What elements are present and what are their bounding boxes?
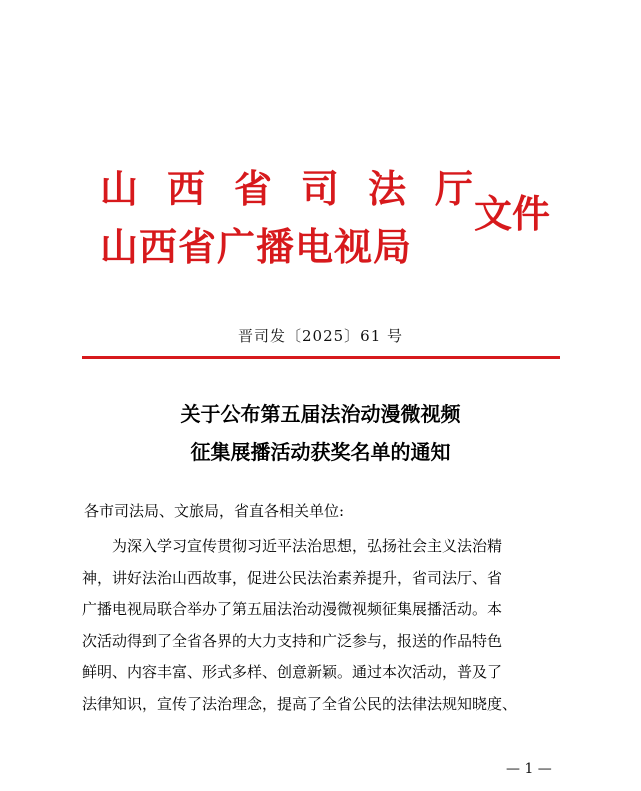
notice-title-line-1: 关于公布第五届法治动漫微视频 — [180, 402, 461, 426]
body-line: 神，讲好法治山西故事，促进公民法治素养提升，省司法厅、省 — [82, 568, 503, 587]
issuer-name-justice-department: 山西省司法厅 — [100, 166, 503, 211]
page-number: — 1 — — [506, 761, 552, 777]
issuer-name-radio-tv-bureau: 山西省广播电视局 — [100, 224, 413, 269]
body-line: 次活动得到了全省各界的大力支持和广泛参与，报送的作品特色 — [82, 631, 503, 650]
red-divider-rule — [82, 356, 560, 359]
body-line: 为深入学习宣传贯彻习近平法治思想，弘扬社会主义法治精 — [112, 537, 503, 555]
notice-title-line-2: 征集展播活动获奖名单的通知 — [190, 440, 451, 464]
body-line: 广播电视局联合举办了第五届法治动漫微视频征集展播活动。本 — [82, 600, 503, 618]
salutation: 各市司法局、文旅局，省直各相关单位: — [84, 502, 345, 520]
document-number: 晋司发〔2025〕61 号 — [237, 327, 404, 345]
body-line: 法律知识，宣传了法治理念，提高了全省公民的法律法规知晓度、 — [82, 694, 518, 713]
body-line: 鲜明、内容丰富、形式多样、创意新颖。通过本次活动，普及了 — [82, 663, 503, 681]
body-paragraph — [82, 534, 560, 723]
document-suffix: 文件 — [474, 191, 551, 236]
